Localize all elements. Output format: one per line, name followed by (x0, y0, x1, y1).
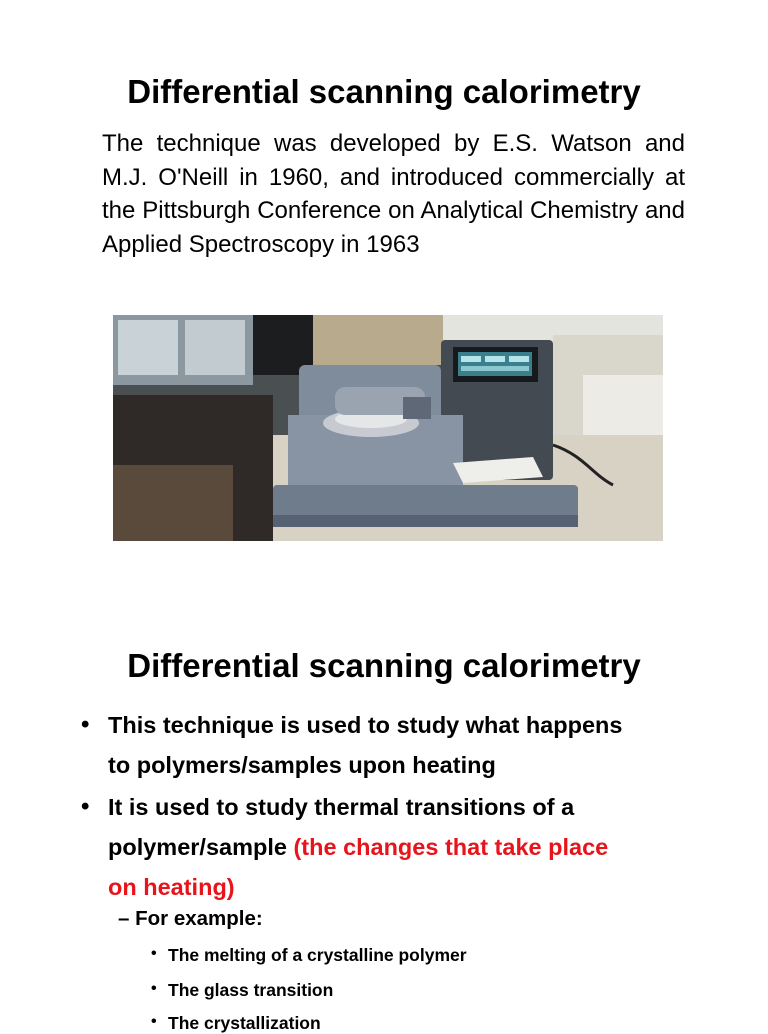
bullet-dot: • (81, 793, 90, 820)
example-item (151, 945, 467, 966)
dsc-instrument-photo (113, 315, 663, 541)
example-text: The crystallization (168, 1013, 321, 1033)
slide-2-title: Differential scanning calorimetry (127, 647, 641, 684)
bullet-dot: • (81, 711, 90, 738)
sub-heading-for-example: – For example: (118, 907, 263, 930)
bullet-1-line1: This technique is used to study what happens (108, 712, 623, 738)
bullet-dot: • (151, 945, 157, 962)
example-text: The glass transition (168, 980, 334, 1000)
slide-2 (0, 585, 768, 1033)
dsc-instrument-illustration (113, 315, 663, 541)
bullet-2-highlight: (the changes that take place (293, 834, 609, 860)
example-item (151, 980, 334, 1001)
bullet-dot: • (151, 1013, 157, 1030)
bullet-2-line2: polymer/sample (108, 834, 294, 860)
intro-paragraph: The technique was developed by E.S. Watson and M.J. O'Neill in 1960, and introduced commercially at the Pittsburgh Conference on Analytical Chemistry and Applied Spectroscopy in 1963 (102, 130, 685, 258)
bullet-1 (81, 705, 698, 785)
bullet-2-line3: on heating) (108, 874, 235, 900)
example-text: The melting of a crystalline polymer (168, 945, 467, 965)
bullet-dot: • (151, 980, 157, 997)
bullet-2 (81, 787, 698, 907)
bullet-1-line2: to polymers/samples upon heating (108, 752, 496, 778)
slide-1-title: Differential scanning calorimetry (127, 73, 641, 110)
bullet-2-line1: It is used to study thermal transitions of a (108, 794, 575, 820)
